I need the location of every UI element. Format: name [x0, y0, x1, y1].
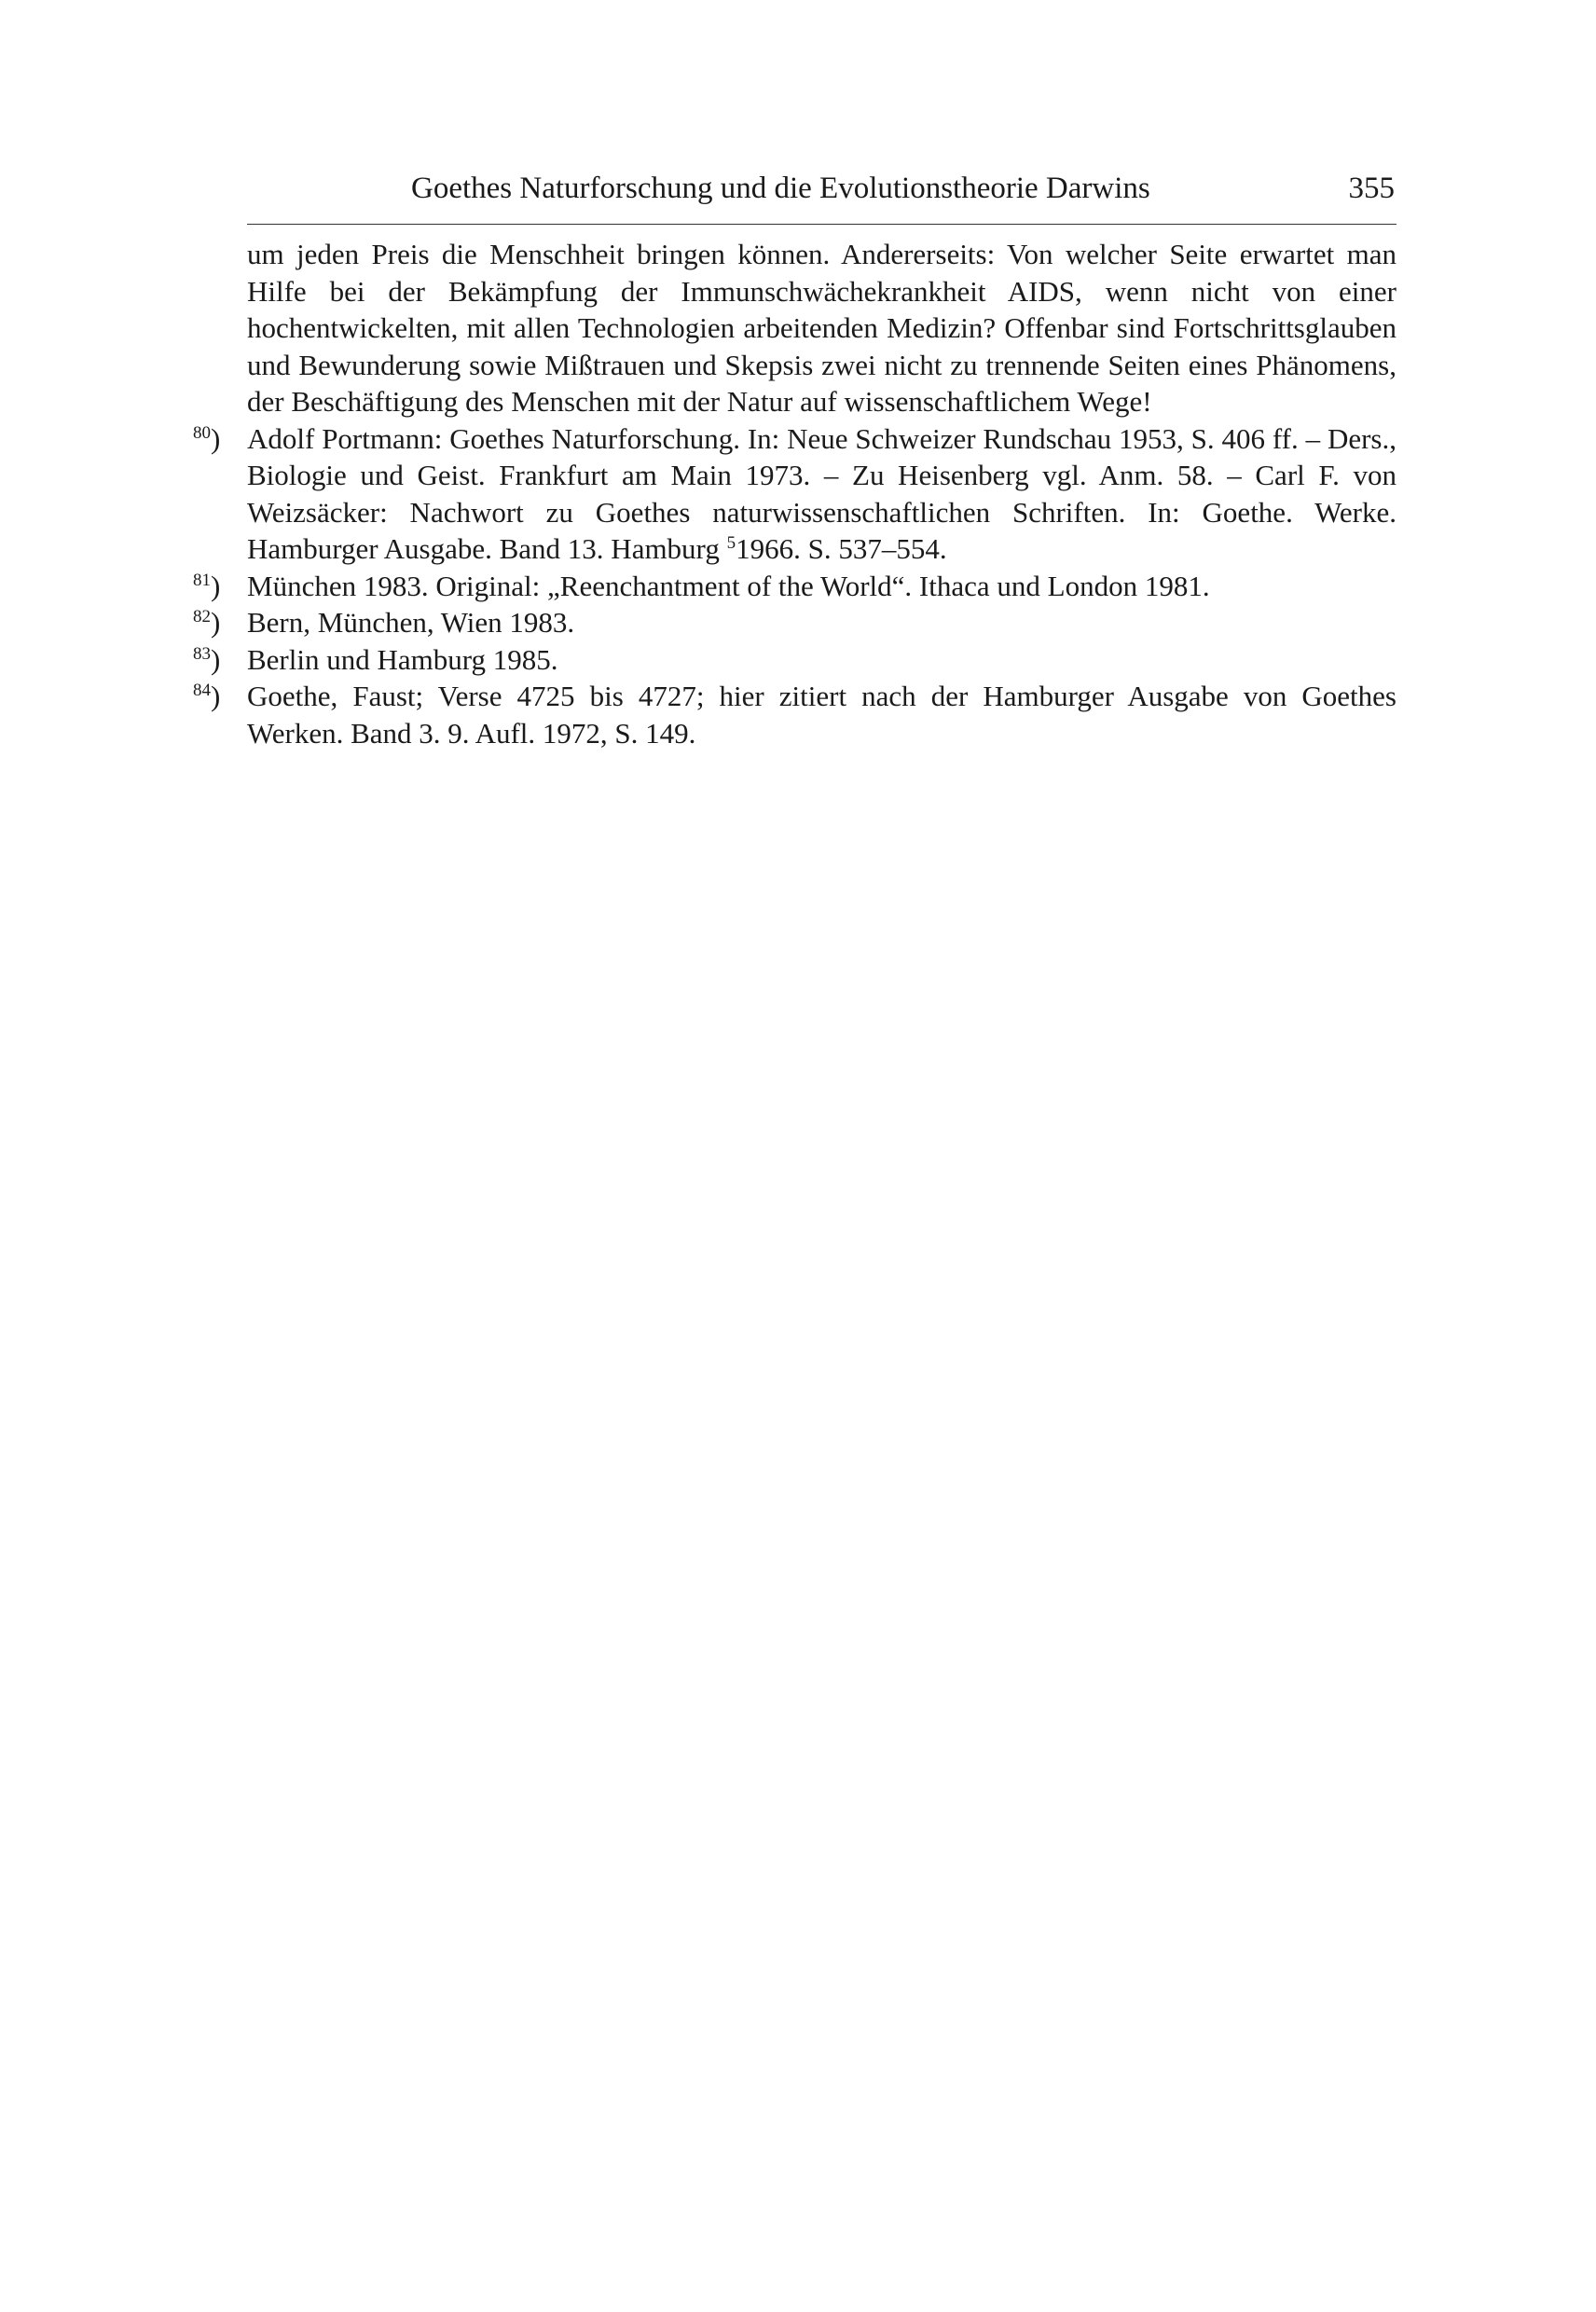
footnote-80	[193, 420, 1396, 568]
footnote-81	[193, 568, 1396, 605]
page-number: 355	[1348, 172, 1395, 205]
footnote-text: München 1983. Original: „Reenchantment of the World“. Ithaca und London 1981.	[247, 569, 1210, 602]
footnote-number: 81	[193, 570, 211, 590]
footnote-marker: $^{82}$)	[193, 606, 221, 639]
footnote-list	[193, 420, 1396, 752]
footnote-text: Adolf Portmann: Goethes Naturforschung. In: Neue Schweizer Rundschau 1953, S. 406 ff. – Ders., Biologie und Geist. Frankfurt am Main 1973. – Zu Heisenberg vgl. Anm. 58. – Carl F. von Weizsäcker: Nachwort zu Goethes naturwissenschaftlichen Schriften. In: Goethe. Werke. Hamburger Ausgabe. Band 13. Hamburg	[247, 421, 1396, 565]
footnote-marker: $^{81}$)	[193, 569, 221, 602]
footnote-marker: $^{83}$)	[193, 642, 221, 676]
footnote-number: 82	[193, 607, 211, 626]
footnote-number: 80	[193, 422, 211, 443]
footnote-text: Bern, München, Wien 1983.	[247, 606, 575, 639]
footnote-84	[193, 678, 1396, 751]
book-page	[193, 168, 1396, 751]
running-head	[247, 168, 1396, 209]
running-title: Goethes Naturforschung und die Evolutionstheorie Darwins	[411, 172, 1150, 205]
footnote-number: 84	[193, 681, 211, 700]
edition-superscript: 5	[726, 533, 736, 553]
footnote-83	[193, 641, 1396, 679]
footnote-text: Goethe, Faust; Verse 4725 bis 4727; hier zitiert nach der Hamburger Ausgabe von Goethes Werken. Band 3. 9. Aufl. 1972, S. 149.	[247, 680, 1396, 750]
header-rule	[247, 224, 1396, 225]
footnote-82	[193, 604, 1396, 641]
footnote-text: Berlin und Hamburg 1985.	[247, 642, 558, 676]
footnote-marker: $^{84}$)	[193, 680, 221, 712]
footnote-marker: $^{80}$)	[193, 421, 221, 455]
footnote-number: 83	[193, 643, 211, 664]
footnote-text-continued: 1966. S. 537–554.	[736, 532, 947, 565]
continuation-paragraph: um jeden Preis die Menschheit bringen können. Andererseits: Von welcher Seite erwartet man Hilfe bei der Bekämpfung der Immunschwächekrankheit AIDS, wenn nicht von einer hochentwickelten, mit allen Technologien arbeitenden Medizin? Offenbar sind Fortschrittsglauben und Bewunderung sowie Mißtrauen und Skepsis zwei nicht zu trennende Seiten eines Phänomens, der Beschäftigung des Menschen mit der Natur auf wissenschaftlichem Wege!	[247, 238, 1396, 418]
